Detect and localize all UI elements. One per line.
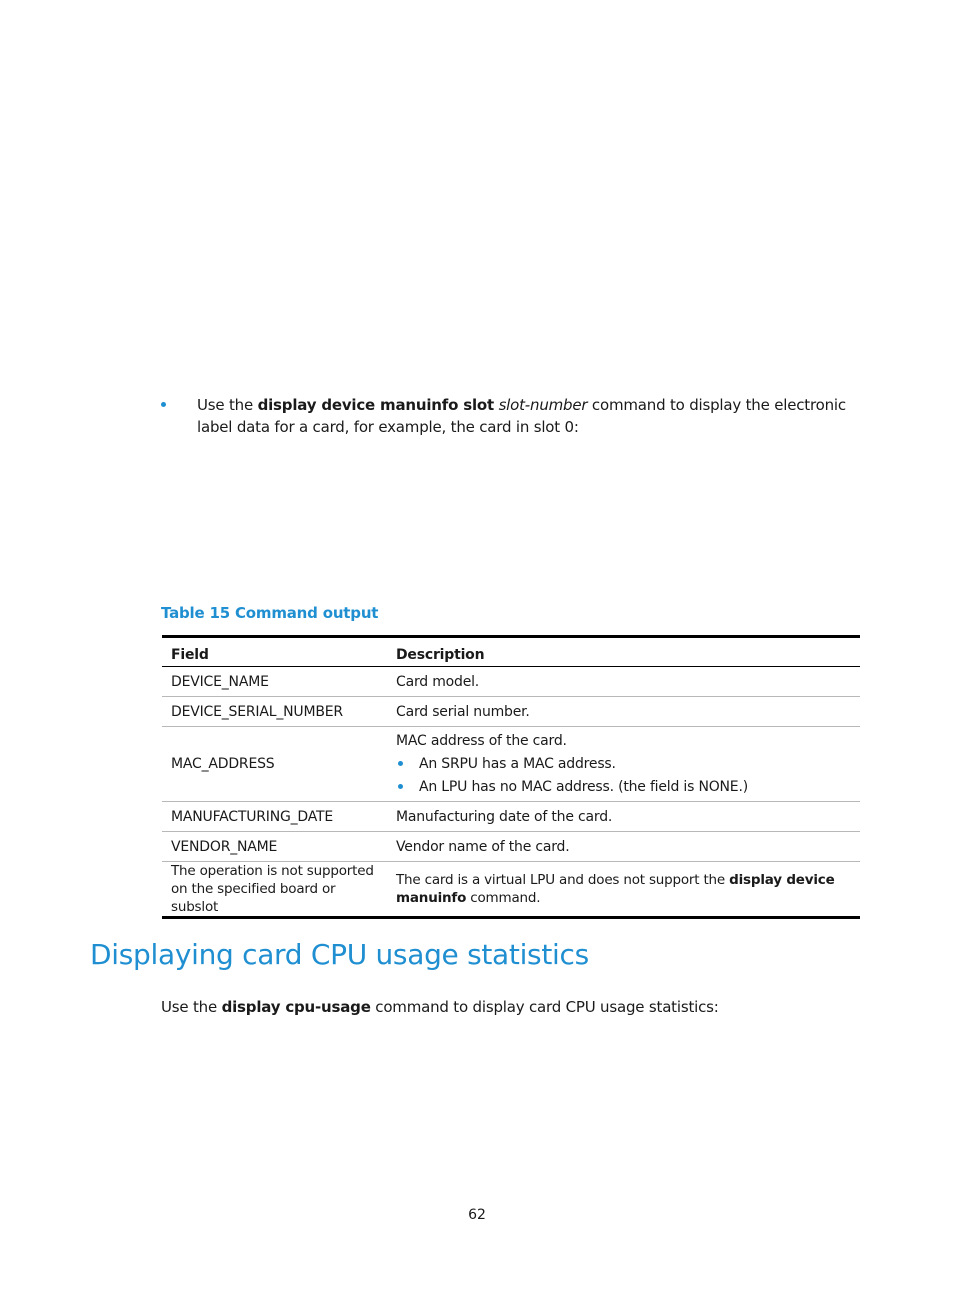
header-field: Field [162, 637, 387, 667]
section-heading: Displaying card CPU usage statistics [90, 938, 589, 971]
field-cell: MANUFACTURING_DATE [162, 802, 387, 832]
field-cell: DEVICE_NAME [171, 673, 269, 690]
bullet-text-post: command to display the electronic label data for a card, for example, the card in slot 0: [197, 396, 846, 436]
description-cell [387, 727, 860, 802]
field-cell: MAC_ADDRESS [162, 727, 387, 802]
table-row [162, 862, 860, 918]
description-cell: Card serial number. [387, 697, 860, 727]
intro-pre: Use the [161, 998, 222, 1016]
command-argument: slot-number [498, 396, 588, 414]
mac-description: MAC address of the card. [396, 733, 567, 749]
bullet-text [197, 394, 869, 438]
bullet-paragraph [161, 394, 869, 438]
table-row [162, 832, 860, 862]
table-row [162, 667, 860, 697]
command-keyword: display cpu-usage [221, 998, 371, 1016]
table-header-row [162, 637, 860, 667]
page-number: 62 [468, 1207, 486, 1223]
table-row [162, 727, 860, 802]
table-row [162, 697, 860, 727]
table-caption: Table 15 Command output [161, 604, 379, 622]
bullet-dot-icon [398, 761, 403, 766]
list-item-text: An LPU has no MAC address. (the field is NONE.) [419, 779, 748, 795]
list-item-text: An SRPU has a MAC address. [419, 756, 616, 772]
bullet-text-pre: Use the [197, 396, 258, 414]
section-intro [161, 996, 719, 1018]
field-cell: DEVICE_SERIAL_NUMBER [162, 697, 387, 727]
intro-post: command to display card CPU usage statistics: [370, 998, 719, 1016]
command-keyword: display device manuinfo [396, 872, 835, 906]
desc-pre: The card is a virtual LPU and does not support the [396, 872, 730, 888]
description-cell: Vendor name of the card. [387, 832, 860, 862]
field-cell: VENDOR_NAME [162, 832, 387, 862]
command-keyword: display device manuinfo slot [257, 396, 494, 414]
description-cell [387, 862, 860, 918]
desc-post: command. [466, 890, 541, 906]
bullet-dot-icon [161, 402, 166, 407]
table-row [162, 802, 860, 832]
field-cell: The operation is not supported on the specified board or subslot [162, 862, 387, 918]
command-output-table [162, 635, 860, 919]
bullet-dot-icon [398, 784, 403, 789]
header-description: Description [387, 637, 860, 667]
list-item [396, 755, 851, 773]
description-cell: Manufacturing date of the card. [387, 802, 860, 832]
list-item [396, 778, 851, 796]
description-cell: Card model. [396, 673, 480, 690]
